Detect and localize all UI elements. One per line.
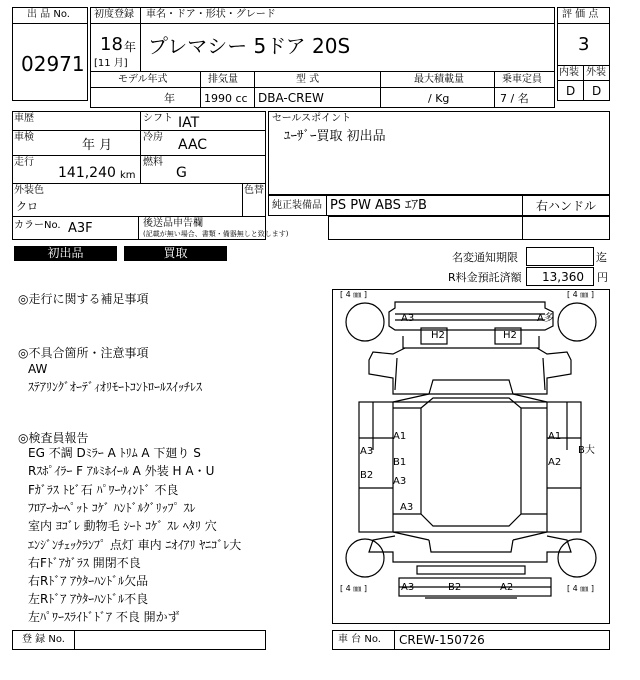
sales-point-label: セールスポイント	[272, 113, 352, 124]
exterior-color-value: クロ	[16, 200, 38, 213]
damage-mark: A多	[537, 313, 554, 324]
defect-item: AW	[28, 362, 48, 376]
tire-depth-front-left: [ 4 ㎜ ]	[340, 290, 367, 299]
damage-mark: H2	[503, 330, 517, 341]
score-value: 3	[578, 34, 590, 55]
tire-depth-front-right: [ 4 ㎜ ]	[567, 290, 594, 299]
damage-mark: A3	[393, 476, 407, 487]
damage-mark: A3	[401, 582, 415, 593]
inspector-item: 室内 ﾖｺﾞﾚ 動物毛 ｼｰﾄ ｺｹﾞ ｽﾚ ﾍﾀﾘ 穴	[28, 519, 217, 533]
displacement-label: 排気量	[208, 74, 238, 85]
capacity-label: 乗車定員	[502, 74, 542, 85]
cabin	[421, 398, 521, 526]
interior-label: 内装	[559, 67, 579, 78]
handle-value: 右ハンドル	[536, 199, 597, 213]
color-number-value: A3F	[68, 221, 93, 236]
first-registration-year: 18	[100, 34, 123, 55]
model-year-label: モデル年式	[118, 74, 168, 85]
tire-rear-left	[346, 539, 384, 577]
inspector-item: 右Rﾄﾞｱ ｱｳﾀｰﾊﾝﾄﾞﾙ欠品	[28, 574, 149, 588]
inspector-item: 右Fﾄﾞｱｶﾞﾗｽ 開閉不良	[28, 556, 141, 570]
inspector-report-title: ◎検査員報告	[18, 431, 89, 445]
rear-step	[417, 566, 525, 574]
chassis-number-label: 車 台 No.	[338, 634, 381, 645]
inspector-item: ｴﾝｼﾞﾝﾁｪｯｸﾗﾝﾌﾟ 点灯 車内 ﾆｵｲｱﾘ ﾔﾆｺﾞﾚ大	[28, 538, 242, 552]
damage-mark: A3	[400, 502, 414, 513]
name-change-deadline-label: 名変通知期限	[452, 251, 518, 264]
name-change-deadline-box	[526, 247, 594, 266]
post-report-note: (記載が無い場合、書類・備器無しと致します)	[143, 230, 289, 238]
exterior-color-label: 外装色	[14, 185, 44, 196]
displacement-value: 1990 cc	[204, 92, 248, 105]
inspection-label: 車検	[14, 132, 34, 143]
first-listing-badge: 初出品	[14, 246, 117, 261]
max-load-value: / Kg	[428, 92, 450, 105]
rear-hatch	[429, 540, 513, 552]
inspection-value: 年 月	[82, 138, 113, 153]
ac-value: AAC	[178, 137, 208, 153]
inspector-item: Rｽﾎﾟｲﾗｰ F ｱﾙﾐﾎｲｰﾙ A 外装 H A・U	[28, 464, 215, 478]
inspector-item: 左ﾊﾟﾜｰｽﾗｲﾄﾞﾄﾞｱ 不良 開かず	[28, 610, 180, 624]
year-unit: 年	[124, 40, 137, 54]
ac-label: 冷房	[143, 132, 163, 143]
max-load-label: 最大積載量	[414, 74, 464, 85]
first-registration-month: [11 月]	[94, 58, 128, 69]
score-label: 評 価 点	[562, 9, 599, 20]
damage-mark: B2	[360, 470, 374, 481]
type-value: DBA-CREW	[258, 91, 324, 105]
mileage-value: 141,240	[58, 165, 116, 181]
inspector-item: 左Rﾄﾞｱ ｱｳﾀｰﾊﾝﾄﾞﾙ不良	[28, 592, 149, 606]
fuel-value: G	[176, 165, 187, 181]
buyout-badge: 買取	[124, 246, 227, 261]
inspector-item: ﾌﾛｱｰｶｰﾍﾟｯﾄ ｺｹﾞ ﾊﾝﾄﾞﾙｸﾞﾘｯﾌﾟ ｽﾚ	[28, 501, 196, 515]
extra-box	[328, 216, 610, 240]
exterior-label: 外装	[586, 67, 606, 78]
mileage-unit: km	[120, 170, 136, 181]
damage-mark: A3	[360, 446, 374, 457]
inspector-item: Fｶﾞﾗｽ ﾄﾋﾞ石 ﾊﾟﾜｰｳｨﾝﾄﾞ 不良	[28, 483, 179, 497]
color-number-label: カラーNo.	[14, 220, 61, 231]
post-report-label: 後送品申告欄	[143, 218, 203, 229]
damage-mark: A2	[500, 582, 514, 593]
equipment-label: 純正装備品	[272, 200, 322, 211]
lot-number-label: 出 品 No.	[27, 9, 70, 20]
first-registration-label: 初度登録	[94, 9, 134, 20]
damage-mark: A3	[401, 313, 415, 324]
model-year-unit: 年	[164, 92, 175, 105]
shift-value: IAT	[178, 115, 200, 131]
damage-mark: A2	[548, 457, 562, 468]
interior-grade: D	[566, 84, 576, 98]
damage-mark: H2	[431, 330, 445, 341]
tire-depth-rear-left: [ 4 ㎜ ]	[340, 584, 367, 593]
fuel-label: 燃料	[143, 157, 163, 168]
equipment-value: PS PW ABS ｴｱB	[330, 198, 427, 213]
car-name-label: 車名・ドア・形状・グレード	[146, 9, 276, 20]
tire-depth-rear-right: [ 4 ㎜ ]	[567, 584, 594, 593]
tire-front-right	[558, 303, 596, 341]
tire-rear-right	[558, 539, 596, 577]
hood	[403, 336, 539, 348]
lot-number: 02971	[21, 52, 85, 76]
driving-notes-title: ◎走行に関する補足事項	[18, 292, 149, 306]
windshield	[429, 380, 513, 394]
defect-item: ｽﾃｱﾘﾝｸﾞｵｰﾃﾞｨｵﾘﾓｰﾄｺﾝﾄﾛｰﾙｽｲｯﾁﾚｽ	[28, 380, 203, 394]
registration-number-label: 登 録 No.	[22, 634, 65, 645]
car-name: プレマシー 5ドア 20S	[148, 34, 351, 58]
recycle-fee-value: 13,360	[542, 270, 584, 284]
color-change-label: 色替	[244, 185, 264, 196]
history-label: 車歴	[14, 113, 34, 124]
damage-mark: A1	[393, 431, 407, 442]
car-diagram	[333, 290, 609, 623]
capacity-value: 7 / 名	[500, 92, 529, 105]
damage-mark: B1	[393, 457, 407, 468]
recycle-fee-unit: 円	[597, 271, 608, 284]
damage-mark: B2	[448, 582, 462, 593]
damage-mark: B大	[578, 445, 595, 456]
damage-mark: A1	[548, 431, 562, 442]
type-label: 型 式	[296, 74, 320, 85]
chassis-number-value: CREW-150726	[399, 633, 485, 647]
shift-label: シフト	[143, 113, 173, 124]
defects-title: ◎不具合箇所・注意事項	[18, 346, 149, 360]
exterior-grade: D	[592, 84, 602, 98]
tire-front-left	[346, 303, 384, 341]
name-change-deadline-unit: 迄	[596, 251, 607, 264]
sales-point-value: ﾕｰｻﾞｰ買取 初出品	[284, 129, 386, 144]
inspector-item: EG 不調 Dﾐﾗｰ A ﾄﾘﾑ A 下廻り S	[28, 446, 201, 460]
recycle-fee-label: R料金預託済額	[448, 271, 522, 284]
mileage-label: 走行	[14, 157, 34, 168]
